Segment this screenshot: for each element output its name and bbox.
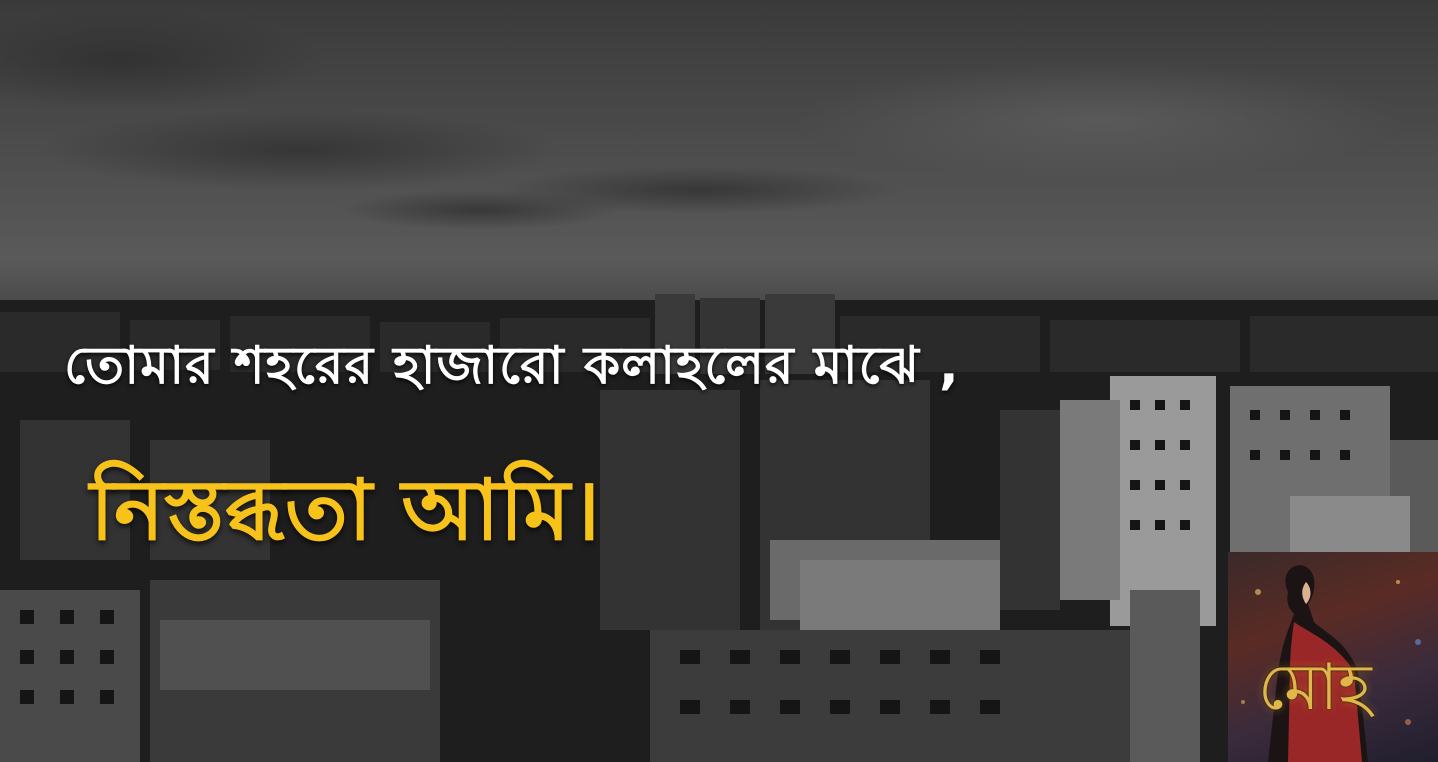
logo-text: মোহ	[1258, 651, 1372, 725]
cloudy-sky	[0, 0, 1438, 310]
caption-line-1: তোমার শহরের হাজারো কলাহলের মাঝে ,	[64, 336, 960, 396]
caption-line-2: নিস্তব্ধতা আমি।	[90, 461, 601, 559]
moh-logo	[1228, 552, 1438, 762]
